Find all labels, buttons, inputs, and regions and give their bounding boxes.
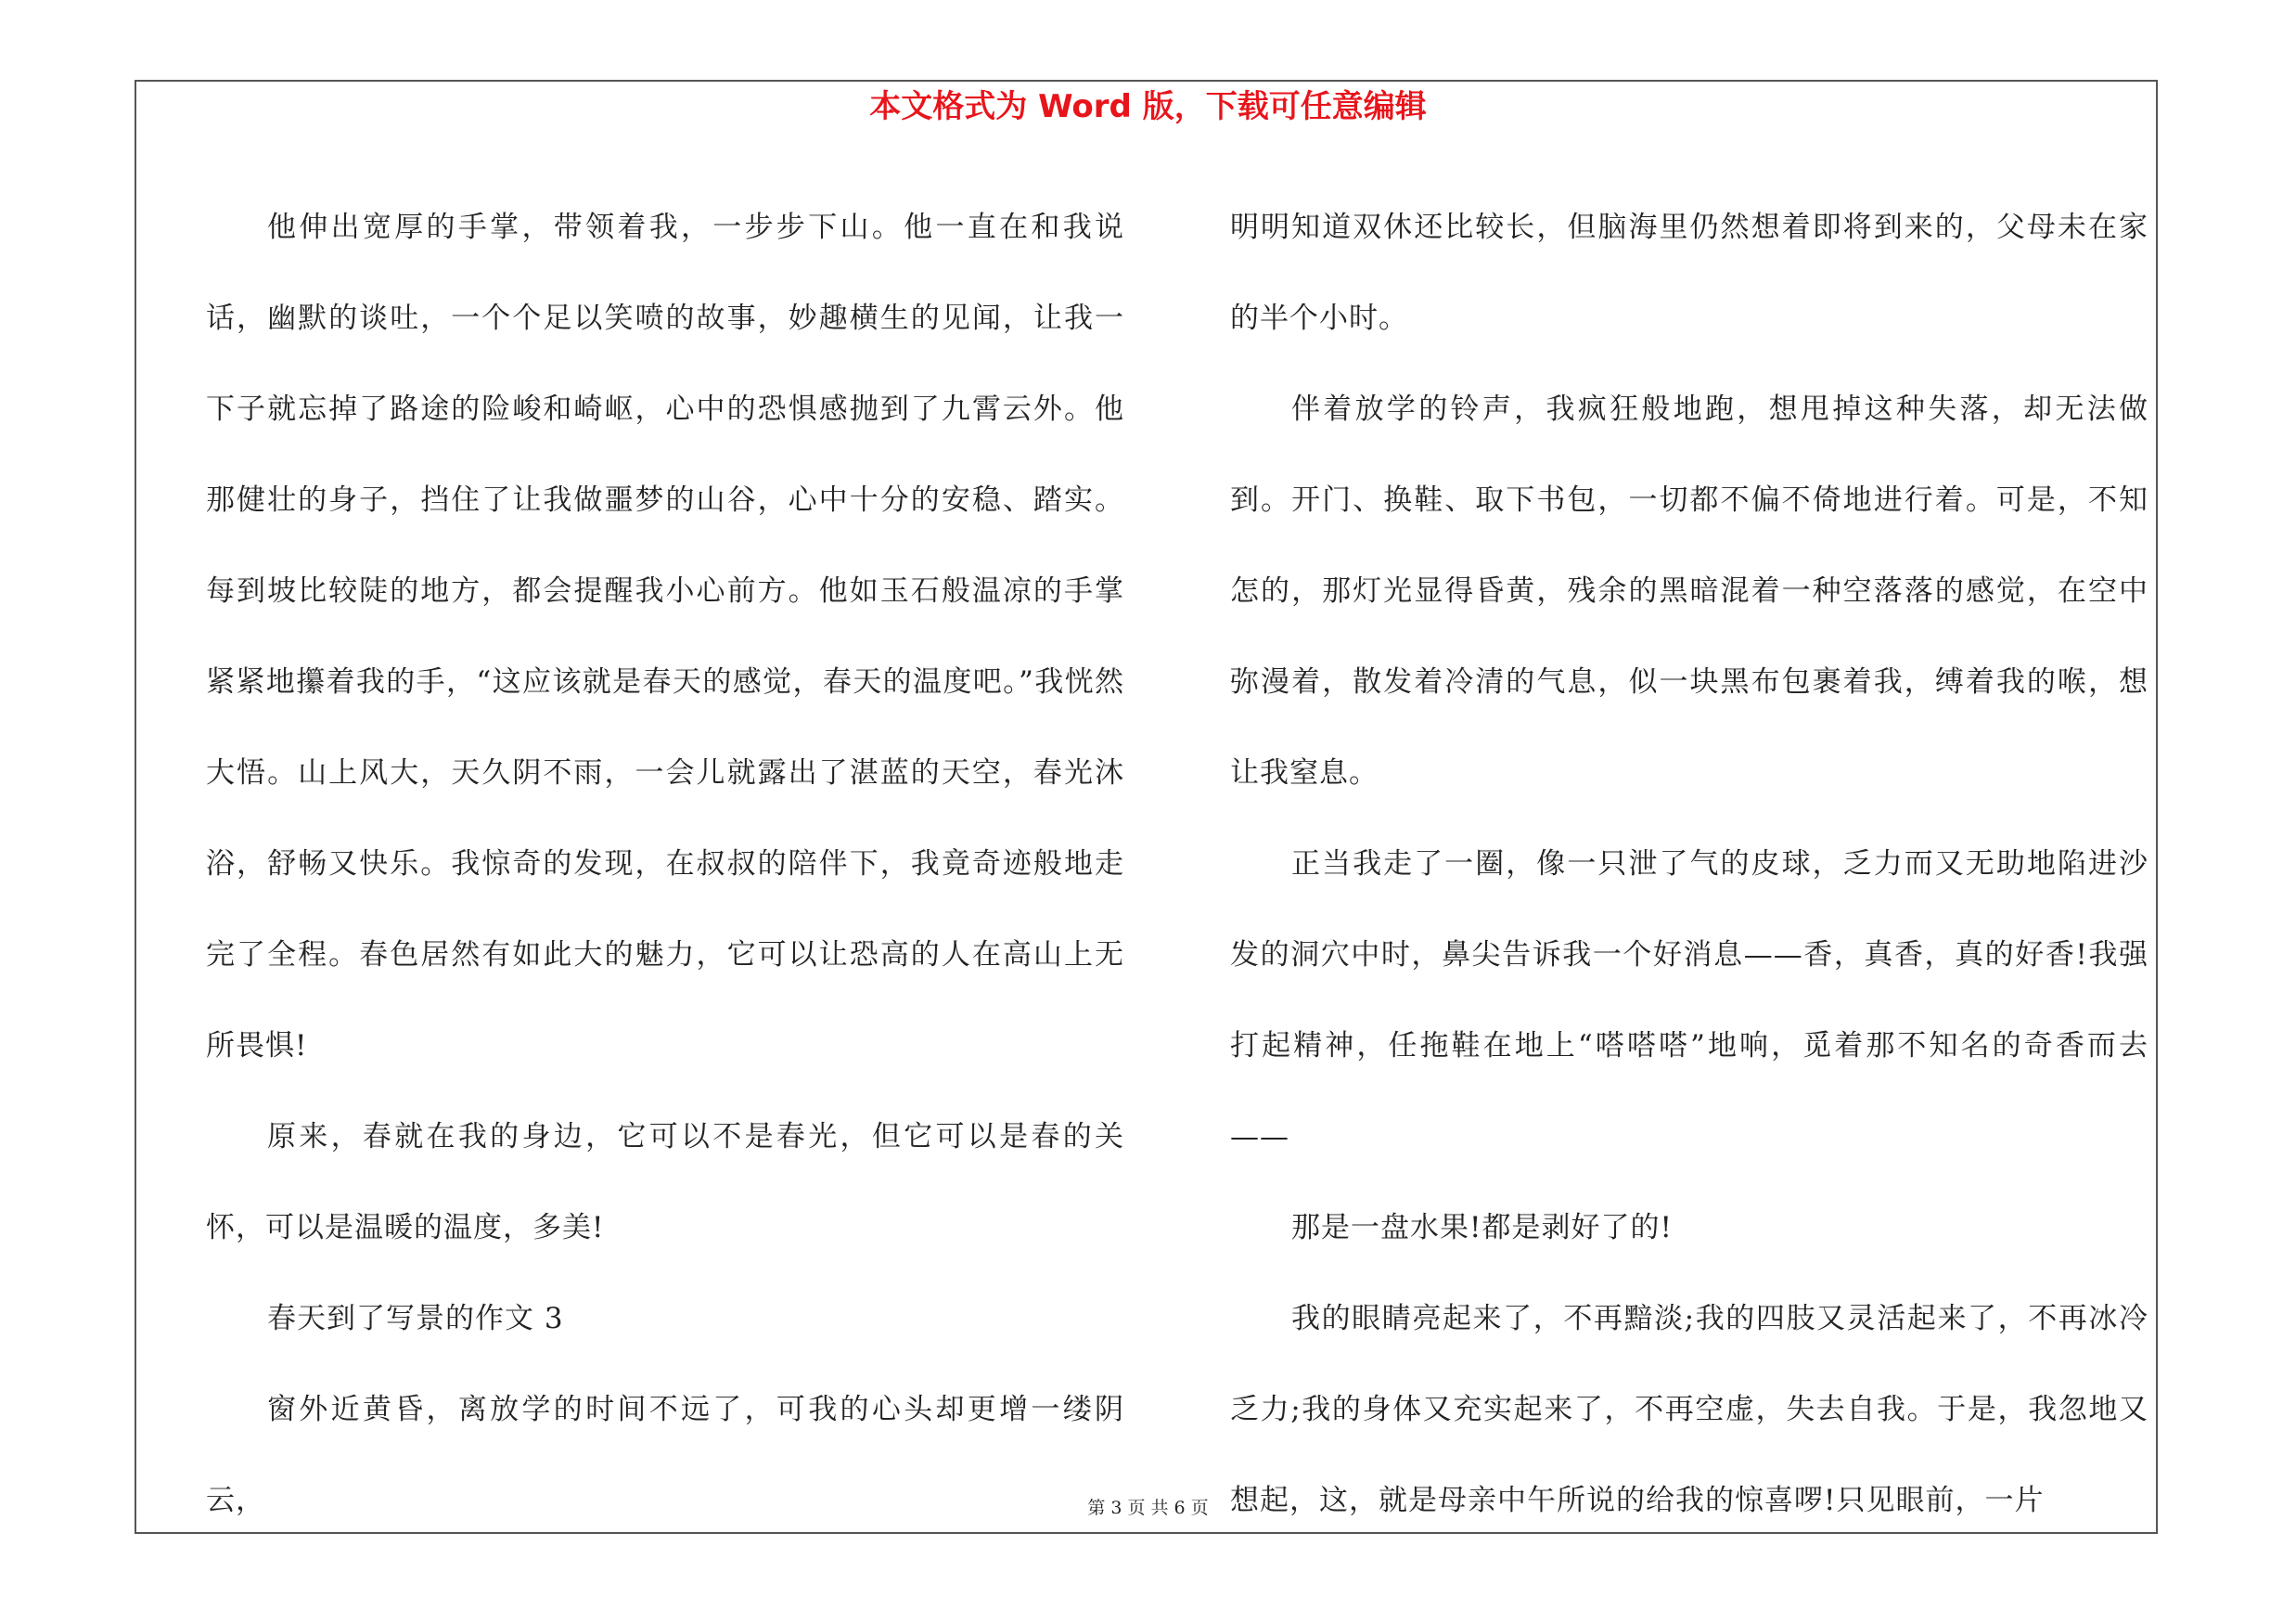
paragraph: 正当我走了一圈，像一只泄了气的皮球，乏力而又无助地陷进沙发的洞穴中时，鼻尖告诉我一个好消息——香，真香，真的好香!我强打起精神，任拖鞋在地上“嗒嗒嗒”地响，觅着那不知名的奇香而去—— [1230,847,2148,1153]
left-text-column [206,182,1124,1517]
paragraph: 那是一盘水果!都是剥好了的! [1291,1211,1673,1244]
paragraph: 伴着放学的铃声，我疯狂般地跑，想甩掉这种失落，却无法做到。开门、换鞋、取下书包，一切都不偏不倚地进行着。可是，不知怎的，那灯光显得昏黄，残余的黑暗混着一种空落落的感觉，在空中弥漫着，散发着冷清的气息，似一块黑布包裹着我，缚着我的喉，想让我窒息。 [1230,393,2148,790]
right-text-column [1230,182,2148,1517]
section-heading: 春天到了写景的作文 3 [267,1302,564,1335]
paragraph: 他伸出宽厚的手掌，带领着我，一步步下山。他一直在和我说话，幽默的谈吐，一个个足以笑喷的故事，妙趣横生的见闻，让我一下子就忘掉了路途的险峻和崎岖，心中的恐惧感抛到了九霄云外。他那健壮的身子，挡住了让我做噩梦的山谷，心中十分的安稳、踏实。每到坡比较陡的地方，都会提醒我小心前方。他如玉石般温凉的手掌紧紧地攥着我的手，“这应该就是春天的感觉，春天的温度吧。”我恍然大悟。山上风大，天久阴不雨，一会儿就露出了湛蓝的天空，春光沐浴，舒畅又快乐。我惊奇的发现，在叔叔的陪伴下，我竟奇迹般地走完了全程。春色居然有如此大的魅力，它可以让恐高的人在高山上无所畏惧! [206,211,1124,1063]
paragraph: 我的眼睛亮起来了，不再黯淡;我的四肢又灵活起来了，不再冰冷乏力;我的身体又充实起来了，不再空虚，失去自我。于是，我忽地又想起，这，就是母亲中午所说的给我的惊喜啰!只见眼前，一片 [1230,1302,2148,1517]
document-header-title: 本文格式为 Word 版，下载可任意编辑 [869,88,1427,125]
paragraph: 明明知道双休还比较长，但脑海里仍然想着即将到来的，父母未在家的半个小时。 [1230,211,2148,335]
page-number-footer: 第 3 页 共 6 页 [1087,1498,1209,1518]
paragraph: 原来，春就在我的身边，它可以不是春光，但它可以是春的关怀，可以是温暖的温度，多美! [206,1120,1124,1244]
paragraph: 窗外近黄昏，离放学的时间不远了，可我的心头却更增一缕阴云， [206,1393,1124,1517]
